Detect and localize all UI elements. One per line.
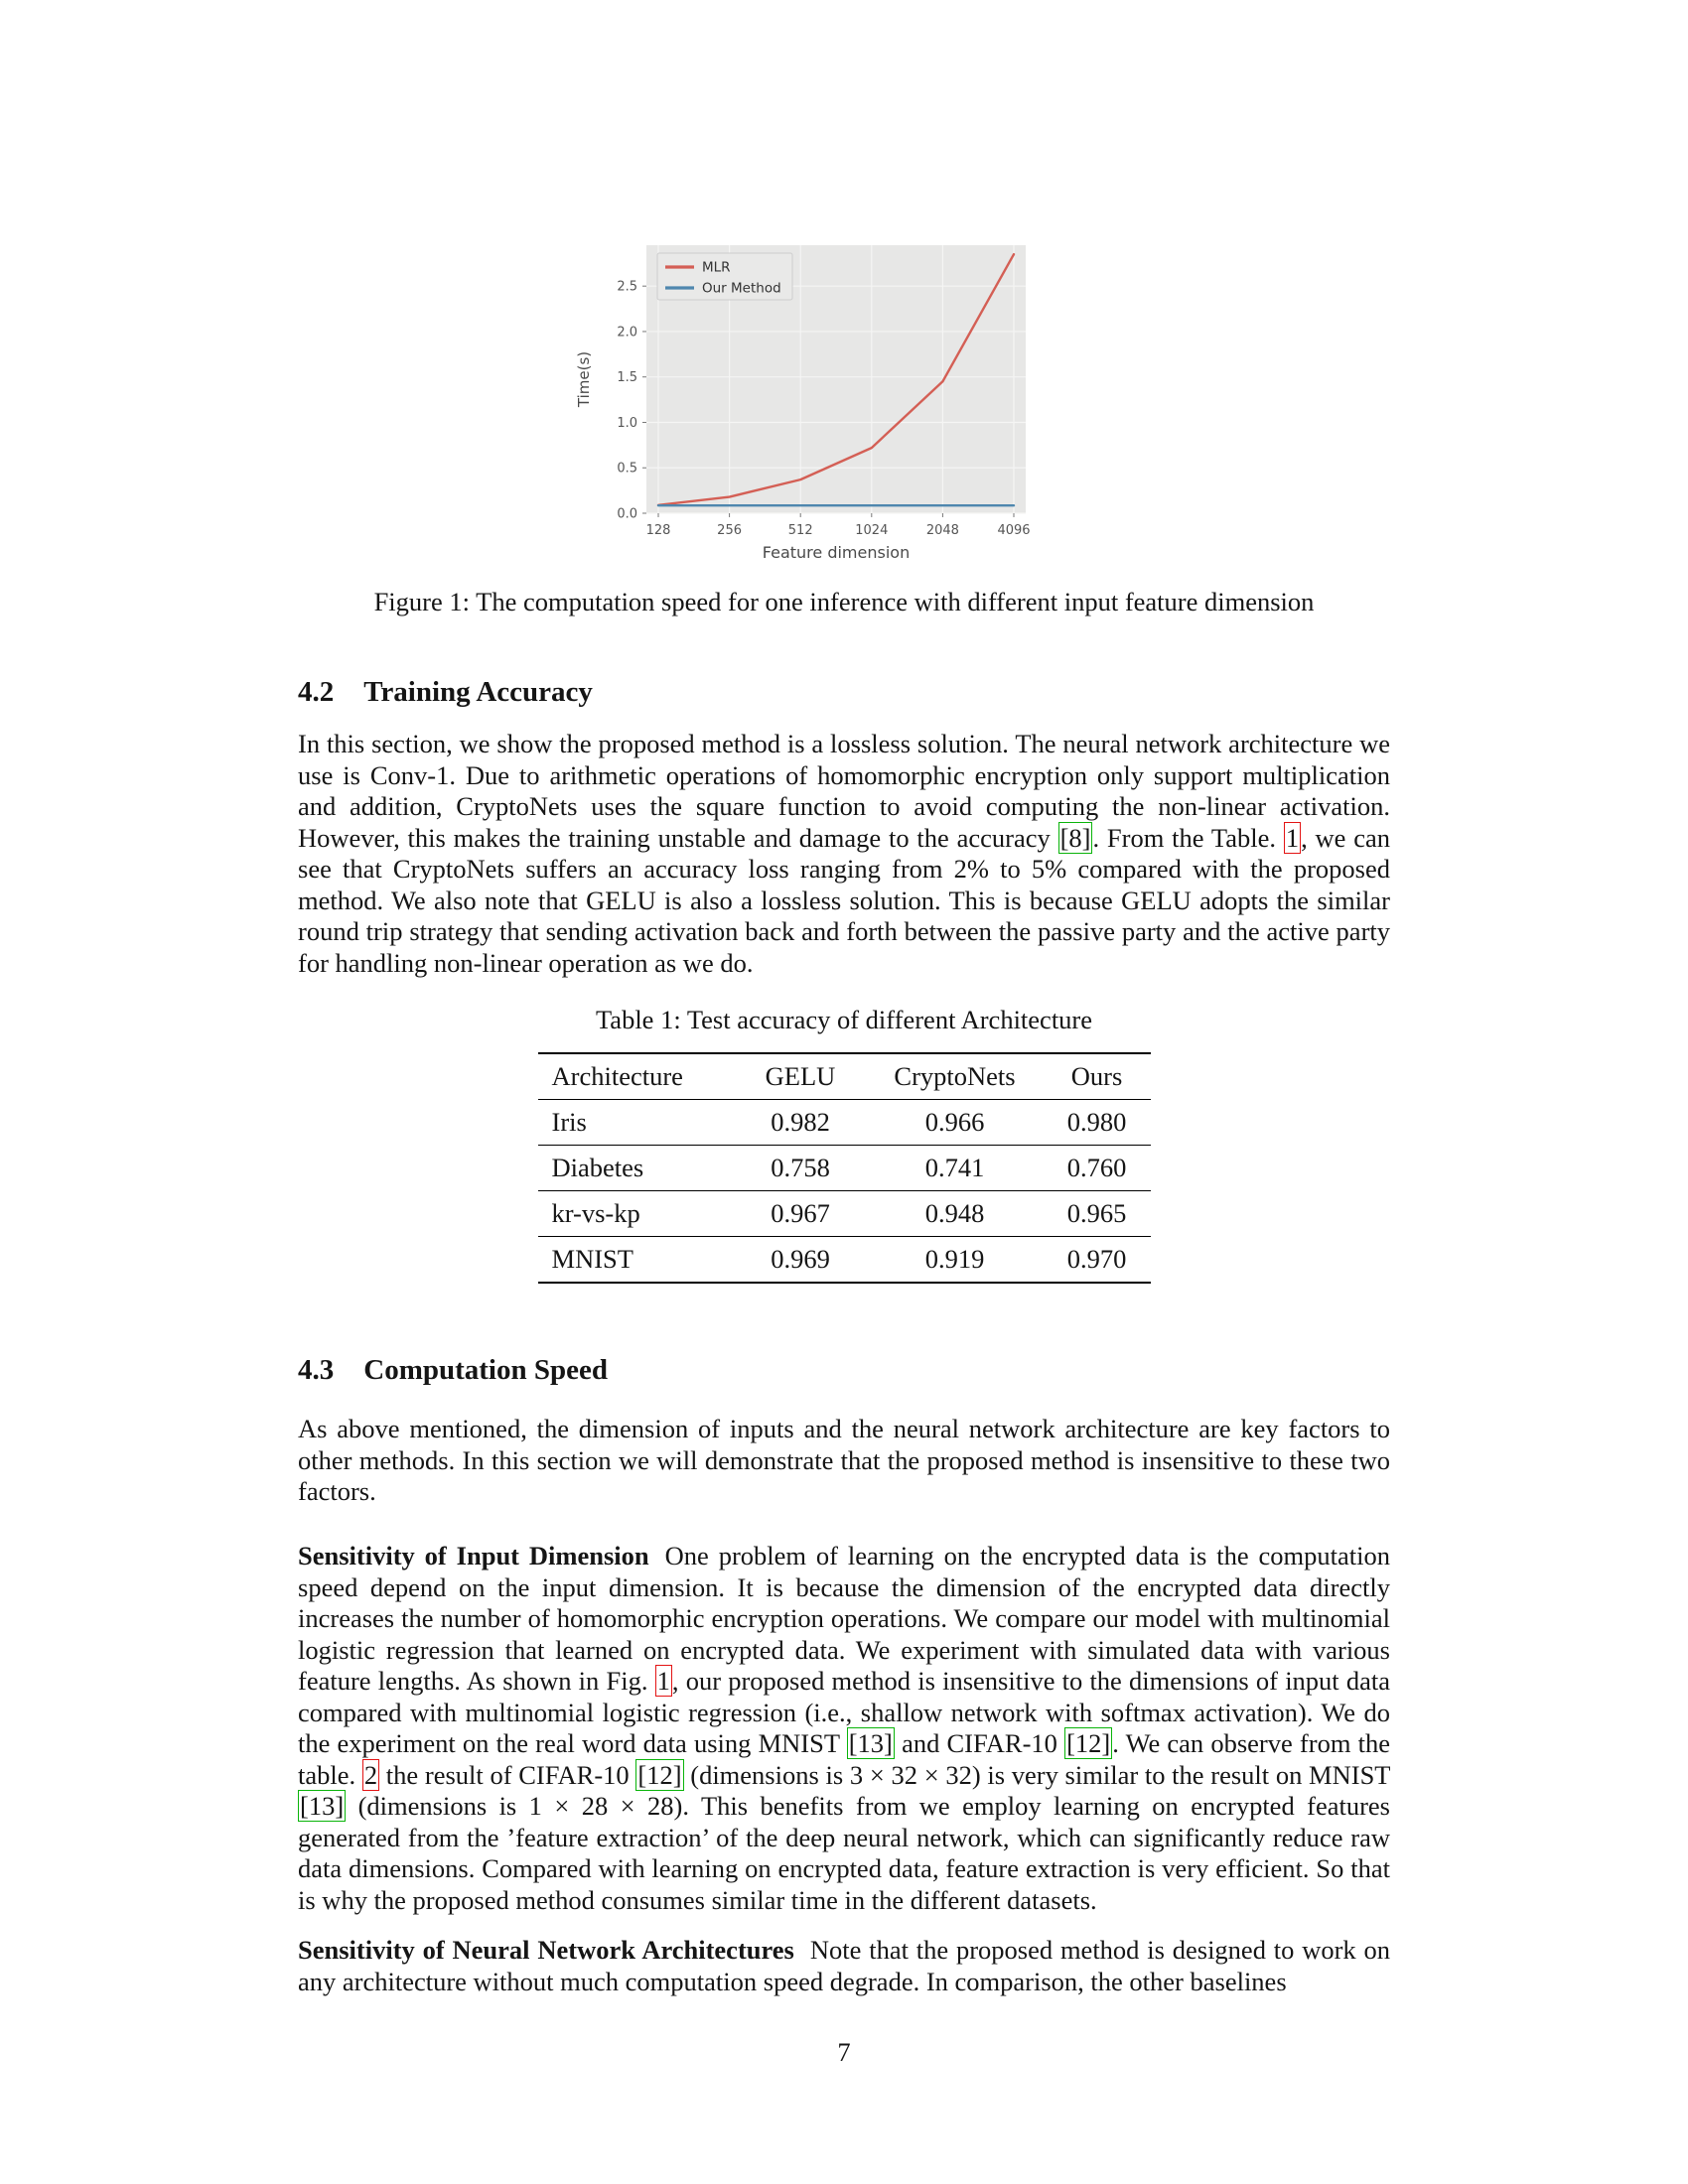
table-row xyxy=(538,1191,1151,1237)
text-run: As above mentioned, the dimension of inputs and the neural network architecture are key factors to other methods. In this section we will demonstrate that the proposed method is insensitive to these two factors. xyxy=(298,1414,1390,1506)
paragraph-architectures xyxy=(298,1935,1390,1997)
table-row xyxy=(538,1146,1151,1191)
cell-value: 0.948 xyxy=(867,1191,1044,1237)
cell-value: 0.758 xyxy=(735,1146,867,1191)
section-title: Training Accuracy xyxy=(363,676,593,708)
text-run: . From the Table. xyxy=(1092,822,1284,853)
table-row xyxy=(538,1237,1151,1284)
citation-link[interactable]: [13] xyxy=(848,1728,893,1758)
section-heading-4-2 xyxy=(298,676,1390,709)
col-header-ours: Ours xyxy=(1044,1053,1151,1100)
section-number: 4.3 xyxy=(298,1354,335,1386)
paragraph-4-3 xyxy=(298,1414,1390,1508)
reference-link[interactable]: 1 xyxy=(656,1666,670,1696)
citation-link[interactable]: [12] xyxy=(1066,1728,1111,1758)
figure1-caption: Figure 1: The computation speed for one inference with different input feature dimension xyxy=(373,587,1315,616)
citation-link[interactable]: [12] xyxy=(637,1759,682,1790)
cell-dataset: MNIST xyxy=(538,1237,735,1284)
svg-text:0.0: 0.0 xyxy=(617,506,637,522)
table-row xyxy=(538,1100,1151,1146)
table1 xyxy=(538,1052,1151,1284)
svg-text:256: 256 xyxy=(717,523,743,538)
page-number: 7 xyxy=(837,2037,851,2067)
figure-1 xyxy=(574,215,1043,571)
cell-value: 0.919 xyxy=(867,1237,1044,1284)
svg-text:1024: 1024 xyxy=(855,523,889,538)
table1-caption: Table 1: Test accuracy of different Architecture xyxy=(595,1005,1093,1034)
run-in-heading: Sensitivity of Input Dimension xyxy=(298,1541,649,1570)
cell-dataset: kr-vs-kp xyxy=(538,1191,735,1237)
text-run: , we can see that CryptoNets suffers an accuracy loss ranging from 2% to 5% compared with the proposed method. We also note that GELU is also a lossless solution. This is because GELU adopts the similar round trip strategy that sending activation back and forth between the passive party and the active party for handling non-linear operation as we do. xyxy=(298,822,1390,978)
run-in-heading: Sensitivity of Neural Network Architectures xyxy=(298,1935,794,1965)
cell-value: 0.969 xyxy=(735,1237,867,1284)
svg-text:MLR: MLR xyxy=(702,259,731,276)
cell-value: 0.966 xyxy=(867,1100,1044,1146)
text-run: the result of CIFAR-10 xyxy=(379,1759,636,1790)
text-run: Note that the proposed method is designed to work on any architecture without much computation speed degrade. In comparison, the other baselines xyxy=(298,1935,1390,1996)
svg-text:Time(s): Time(s) xyxy=(575,350,593,408)
table1-container xyxy=(298,1052,1390,1284)
paragraph-4-2 xyxy=(298,729,1390,979)
text-run: , our proposed method is insensitive to the dimensions of input data compared with multinomial logistic regression (i.e., shallow network with softmax activation). We do the experiment on the real word data using MNIST xyxy=(298,1666,1390,1758)
section-title: Computation Speed xyxy=(363,1354,608,1386)
col-header-gelu: GELU xyxy=(735,1053,867,1100)
text-run: (dimensions is 1 × 28 × 28). This benefits from we employ learning on encrypted features generated from the ’feature extraction’ of the deep neural network, which can significantly reduce raw data dimensions. Compared with learning on encrypted data, feature extraction is very efficient. So that is why the proposed method consumes similar time in the different datasets. xyxy=(298,1791,1390,1915)
text-run: In this section, we show the proposed method is a lossless solution. The neural network architecture we use is Conv-1. Due to arithmetic operations of homomorphic encryption only support multiplication and addition, CryptoNets uses the square function to avoid computing the non-linear activation. However, this makes the training unstable and damage to the accuracy xyxy=(298,729,1390,853)
cell-value: 0.967 xyxy=(735,1191,867,1237)
svg-text:2.5: 2.5 xyxy=(617,279,637,295)
reference-link[interactable]: 1 xyxy=(1285,822,1300,853)
citation-link[interactable]: [8] xyxy=(1059,822,1091,853)
table-header-row xyxy=(538,1053,1151,1100)
svg-text:2048: 2048 xyxy=(925,523,959,538)
cell-dataset: Diabetes xyxy=(538,1146,735,1191)
citation-link[interactable]: [13] xyxy=(300,1791,345,1821)
reference-link[interactable]: 2 xyxy=(363,1759,378,1790)
cell-value: 0.760 xyxy=(1044,1146,1151,1191)
col-header-cryptonets: CryptoNets xyxy=(867,1053,1044,1100)
svg-text:128: 128 xyxy=(645,523,671,538)
svg-text:4096: 4096 xyxy=(997,523,1031,538)
cell-value: 0.980 xyxy=(1044,1100,1151,1146)
cell-value: 0.741 xyxy=(867,1146,1044,1191)
cell-value: 0.982 xyxy=(735,1100,867,1146)
paragraph-input-dimension xyxy=(298,1541,1390,1916)
section-heading-4-3 xyxy=(298,1354,1390,1387)
svg-text:Our Method: Our Method xyxy=(702,280,781,297)
svg-text:1.5: 1.5 xyxy=(617,370,637,386)
col-header-architecture: Architecture xyxy=(538,1053,735,1100)
svg-text:0.5: 0.5 xyxy=(617,461,637,477)
cell-dataset: Iris xyxy=(538,1100,735,1146)
cell-value: 0.970 xyxy=(1044,1237,1151,1284)
text-run: . We can observe from the table. xyxy=(298,1728,1390,1790)
figure1-line-chart xyxy=(574,215,1043,571)
text-run: One problem of learning on the encrypted data is the computation speed depend on the input dimension. It is because the dimension of the encrypted data directly increases the number of homomorphic encryption operations. We compare our model with multinomial logistic regression that learned on encrypted data. We experiment with simulated data with various feature lengths. As shown in Fig. xyxy=(298,1541,1391,1696)
svg-text:Feature dimension: Feature dimension xyxy=(762,543,911,562)
text-run: and CIFAR-10 xyxy=(894,1728,1065,1758)
svg-text:2.0: 2.0 xyxy=(617,325,637,341)
svg-text:1.0: 1.0 xyxy=(617,415,637,431)
cell-value: 0.965 xyxy=(1044,1191,1151,1237)
svg-text:512: 512 xyxy=(787,523,813,538)
text-run: (dimensions is 3 × 32 × 32) is very similar to the result on MNIST xyxy=(683,1759,1391,1790)
section-number: 4.2 xyxy=(298,676,335,708)
